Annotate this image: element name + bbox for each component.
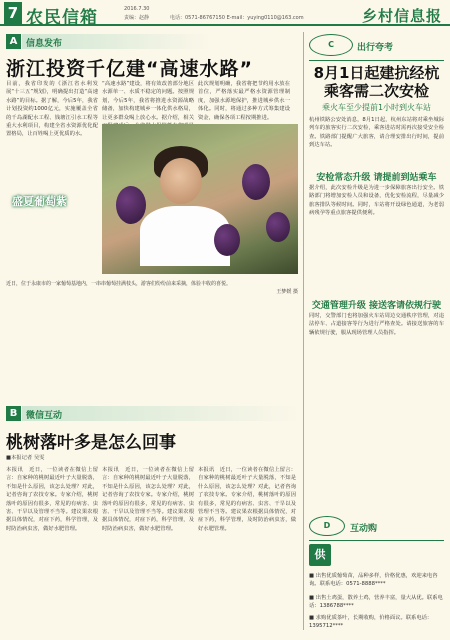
- section-d-rule: [309, 540, 444, 541]
- section-c-subtitle-transport: 交通管理升级 接送客请依规行驶: [311, 301, 442, 311]
- section-b-bar: [22, 406, 298, 421]
- section-b-column-2: 本报讯 近日，一位读者在微信上留言：自家种的桃树最近叶子大量脱落，不知是什么原因，该怎么处理？对此，记者咨询了农技专家。专家介绍，桃树落叶的原因有很多，常见的有病害、虫害、干旱以及管理不当等。建议果农根据具体情况，对症下药，科学管理，及时防治病虫害，做好水肥管理。: [102, 467, 194, 532]
- photo-credit: 王梦媛 摄: [276, 289, 298, 295]
- section-b-label: 微信互动: [26, 411, 63, 421]
- photo-caption: 盛夏葡萄紫: [12, 195, 67, 208]
- section-c-subtitle-security: 安检常态升级 请提前到站乘车: [316, 173, 437, 183]
- listing-item: ■ 出售土鸡蛋，散养土鸡，营养丰富，量大从优。联系电话：1386788****: [309, 595, 443, 609]
- contact-info: 电话：0571-86767150 E-mail：yuying0110@163.com: [170, 15, 304, 21]
- grape-photo: [102, 124, 298, 274]
- section-a-column-3: 此次规划明确，我省将把节约用水放在首位，严格落实最严格水资源管理制度，加强水源地保护，推进城乡供水一体化。同时，将通过多种方式筹集建设资金，确保各项工程按期推进。: [198, 81, 290, 121]
- section-title: 农民信箱: [26, 8, 98, 28]
- section-b-letter: B: [6, 406, 21, 421]
- section-a-column-2: “高速水路”建设，将有效改善部分地区水源单一、水质不稳定的问题。按照规划，今后5年，我省将推进水资源战略储备，加快构建城乡一体化供水格局，让更多群众喝上放心水。据介绍，相关: [102, 81, 194, 121]
- section-b-headline: 桃树落叶多是怎么回事: [6, 433, 176, 453]
- photo-note: 近日，位于永康市的一家葡萄基地内，一串串葡萄挂满枝头，游客们纷纷前来采摘，体验丰收的喜悦。: [6, 281, 232, 287]
- section-d-label: 互动购: [350, 524, 378, 534]
- section-a-column-1: 目前，我省印发的《浙江省水利发展“十三五”规划》，明确提出打造“高速水路”的目标。据了解，今后5年，我省计划投资约1000亿元，实施覆盖全省的千岛湖配水工程、钱塘江引水工程等重大水利项目，构建全省水资源优化配置格局，让百姓喝上更优质的水。: [6, 81, 98, 138]
- listing-item: ■ 出售优质葡萄苗，品种多样，价格优惠，欢迎来电咨询。联系电话：0571-8888****: [309, 573, 438, 587]
- section-a-label: 信息发布: [26, 39, 63, 49]
- editor-name: 责编：赵静: [124, 15, 150, 21]
- section-d-badge: [309, 516, 345, 536]
- section-b-column-1: 本报讯 近日，一位读者在微信上留言：自家种的桃树最近叶子大量脱落，不知是什么原因，该怎么处理？对此，记者咨询了农技专家。专家介绍，桃树落叶的原因有很多，常见的有病害、虫害、干旱以及管理不当等。建议果农根据具体情况，对症下药，科学管理，及时防治病虫害，做好水肥管理。: [6, 467, 98, 532]
- section-c-transport-body: 同时，交警部门也将加强火车站周边交通秩序管理，对违法停车、占道接客等行为进行严格查处。请接送旅客的车辆依规行驶，服从现场管理人员指挥。: [309, 313, 444, 336]
- issue-date: 2016.7.30: [124, 6, 150, 12]
- section-d-letter: D: [323, 521, 331, 530]
- section-c-body: 据介绍，此次安检升级是为进一步保障旅客出行安全。铁路部门将增加安检人员和设备，优化安检流程，尽量减少旅客排队等候时间。同时，车站将开设绿色通道，为老弱病残孕等重点旅客提供便利。: [309, 185, 444, 217]
- section-c-badge: [309, 34, 353, 56]
- page-header: [0, 0, 450, 26]
- page-number: 7: [4, 2, 22, 24]
- section-c-letter: C: [328, 40, 334, 49]
- section-c-headline: 8月1日起建抗经杭乘客需二次安检: [313, 64, 440, 100]
- section-c-label: 出行夸考: [357, 43, 394, 53]
- section-b-byline: ■本报记者 吴雯: [6, 455, 45, 461]
- section-b-column-3: 本报讯 近日，一位读者在微信上留言：自家种的桃树最近叶子大量脱落，不知是什么原因，该怎么处理？对此，记者咨询了农技专家。专家介绍，桃树落叶的原因有很多，常见的有病害、虫害、干旱以及管理不当等。建议果农根据具体情况，对症下药，科学管理，及时防治病虫害，做好水肥管理。: [198, 467, 296, 532]
- supply-badge: 供: [309, 544, 331, 566]
- listing-item: ■ 求购优质茶叶，长期收购，价格面议。联系电话：1395712****: [309, 615, 433, 629]
- column-divider: [303, 32, 304, 630]
- section-a-letter: A: [6, 34, 21, 49]
- section-c-subhead: 乘火车至少提前1小时到火车站: [321, 103, 432, 112]
- section-c-intro: 杭州铁路公安处消息，8月1日起，杭州东站将对乘坐城际列车的旅客实行二次安检，乘客进站时需再次接受安全检查。铁路部门提醒广大旅客，请合理安排出行时间，提前到达车站。: [309, 117, 444, 149]
- section-a-headline: 浙江投资千亿建“高速水路”: [6, 58, 253, 80]
- section-c-rule: [309, 60, 444, 61]
- newspaper-logo: 乡村信息报: [361, 7, 442, 25]
